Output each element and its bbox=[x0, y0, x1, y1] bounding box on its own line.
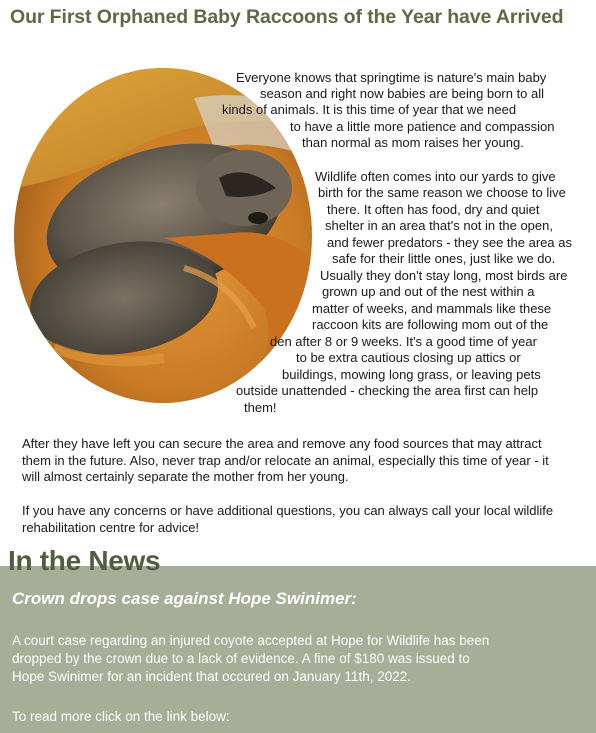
wildlife-line: Wildlife often comes into our yards to give bbox=[315, 169, 556, 184]
news-body-line: Hope Swinimer for an incident that occured on January 11th, 2022. bbox=[12, 669, 411, 684]
wildlife-line: birth for the same reason we choose to live bbox=[318, 185, 566, 200]
wildlife-line: safe for their little ones, just like we do. bbox=[332, 251, 556, 266]
intro-line: season and right now babies are being born to all bbox=[260, 86, 545, 101]
wildlife-line: there. It often has food, dry and quiet bbox=[327, 202, 540, 217]
wildlife-line: and fewer predators - they see the area as bbox=[327, 235, 572, 250]
news-section-title: In the News bbox=[8, 545, 161, 576]
wildlife-line: raccoon kits are following mom out of the bbox=[312, 317, 549, 332]
wildlife-line: matter of weeks, and mammals like these bbox=[312, 301, 552, 316]
intro-line: kinds of animals. It is this time of year that we need bbox=[222, 102, 517, 117]
read-more-text: To read more click on the link below: bbox=[12, 709, 230, 724]
contact-paragraph bbox=[22, 503, 582, 536]
news-body-line: dropped by the crown due to a lack of evidence. A fine of $180 was issued to bbox=[12, 651, 470, 666]
intro-line: than normal as mom raises her young. bbox=[302, 135, 524, 150]
news-subtitle: Crown drops case against Hope Swinimer: bbox=[12, 589, 357, 608]
contact-line: rehabilitation centre for advice! bbox=[22, 519, 200, 535]
wildlife-line: to be extra cautious closing up attics or bbox=[296, 350, 521, 365]
after-line: them in the future. Also, never trap and/or relocate an animal, especially this time of year - it bbox=[22, 452, 549, 468]
news-body bbox=[12, 632, 587, 686]
wildlife-line: shelter in an area that's not in the open, bbox=[325, 218, 553, 233]
wildlife-line: Usually they don't stay long, most birds are bbox=[320, 268, 568, 283]
after-line: will almost certainly separate the mother from her young. bbox=[22, 469, 349, 484]
wildlife-line: grown up and out of the nest within a bbox=[322, 284, 535, 299]
news-body-line: A court case regarding an injured coyote accepted at Hope for Wildlife has been bbox=[12, 633, 490, 648]
wildlife-line: outside unattended - checking the area first can help bbox=[236, 383, 539, 398]
after-line: After they have left you can secure the area and remove any food sources that may attract bbox=[22, 436, 542, 451]
intro-line: Everyone knows that springtime is nature's main baby bbox=[236, 70, 547, 85]
after-paragraph bbox=[22, 436, 582, 486]
wildlife-line: buildings, mowing long grass, or leaving pets bbox=[282, 367, 541, 382]
wildlife-line: them! bbox=[244, 400, 277, 415]
wildlife-line: den after 8 or 9 weeks. It's a good time of year bbox=[270, 334, 537, 349]
contact-line: If you have any concerns or have additional questions, you can always call your local wildlife bbox=[22, 503, 554, 518]
intro-line: to have a little more patience and compassion bbox=[290, 119, 555, 134]
article-headline: Our First Orphaned Baby Raccoons of the Year have Arrived bbox=[10, 6, 564, 28]
